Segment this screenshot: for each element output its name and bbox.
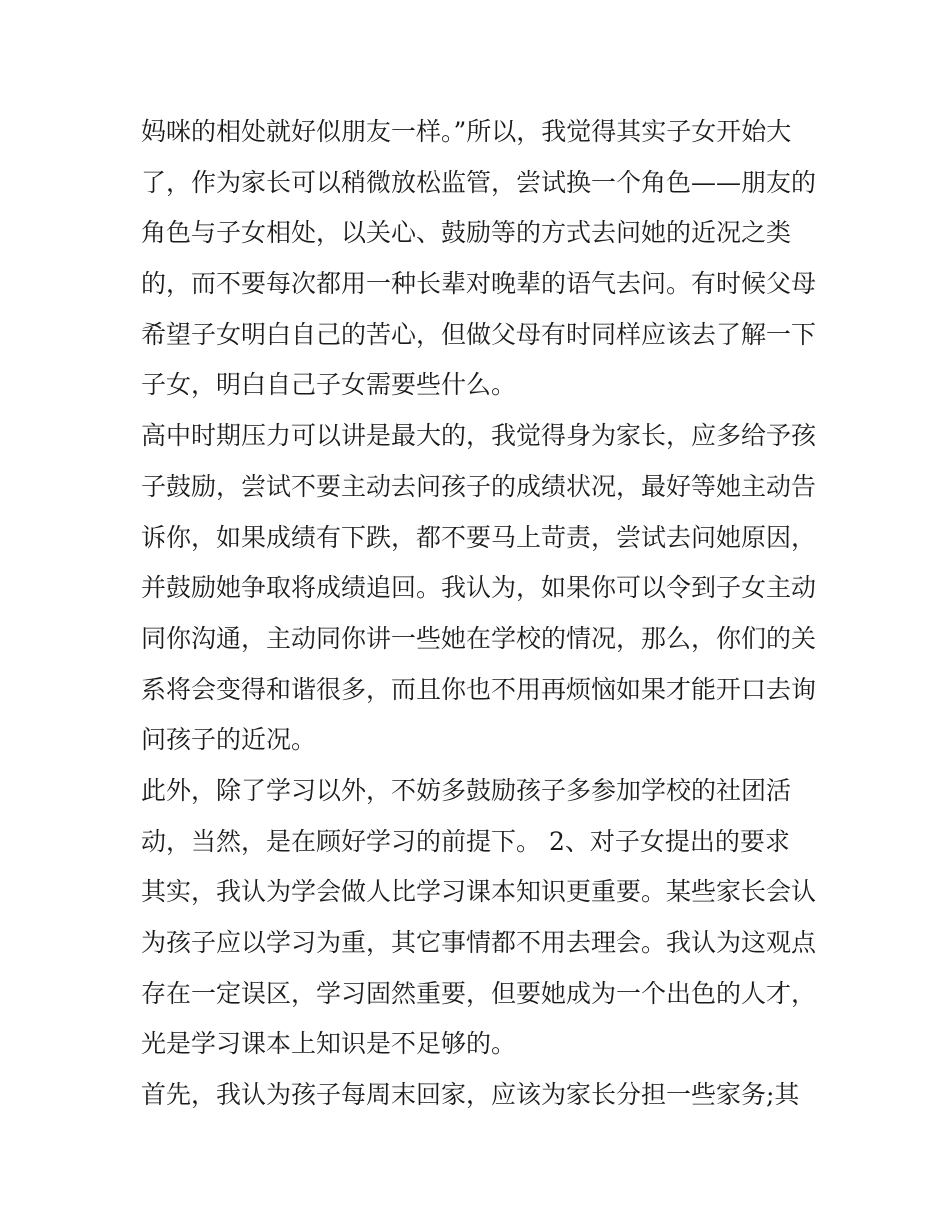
text-line: 诉你，如果成绩有下跌，都不要马上苛责，尝试去问她原因，	[141, 522, 817, 552]
text-line: 存在一定误区，学习固然重要，但要她成为一个出色的人才，	[141, 978, 817, 1008]
text-line: 同你沟通，主动同你讲一些她在学校的情况，那么，你们的关	[141, 623, 817, 653]
text-line: 其实，我认为学会做人比学习课本知识更重要。某些家长会认	[141, 877, 817, 907]
text-line: 希望子女明白自己的苦心，但做父母有时同样应该去了解一下	[141, 319, 817, 349]
text-line: 的，而不要每次都用一种长辈对晚辈的语气去问。有时候父母	[141, 269, 817, 299]
text-line: 子女，明白自己子女需要些什么。	[141, 370, 517, 400]
body-text	[141, 107, 821, 1121]
text-line: 角色与子女相处，以关心、鼓励等的方式去问她的近况之类	[141, 218, 792, 248]
text-line: 首先，我认为孩子每周末回家，应该为家长分担一些家务;其	[141, 1080, 800, 1110]
text-line: 为孩子应以学习为重，其它事情都不用去理会。我认为这观点	[141, 928, 817, 957]
text-line: 动，当然，是在顾好学习的前提下。 2、对子女提出的要求	[141, 826, 790, 856]
text-line: 问孩子的近况。	[141, 725, 317, 755]
text-line: 妈咪的相处就好似朋友一样。”所以，我觉得其实子女开始大	[141, 117, 792, 146]
text-line: 并鼓励她争取将成绩追回。我认为，如果你可以令到子女主动	[141, 573, 817, 603]
text-line: 了，作为家长可以稍微放松监管，尝试换一个角色——朋友的	[141, 167, 817, 197]
text-line: 此外，除了学习以外，不妨多鼓励孩子多参加学校的社团活	[141, 775, 792, 805]
text-line: 高中时期压力可以讲是最大的，我觉得身为家长，应多给予孩	[141, 421, 817, 451]
text-line: 系将会变得和谐很多，而且你也不用再烦恼如果才能开口去询	[141, 674, 817, 704]
text-line: 子鼓励，尝试不要主动去问孩子的成绩状况，最好等她主动告	[141, 471, 817, 501]
text-line: 光是学习课本上知识是不足够的。	[141, 1029, 517, 1059]
